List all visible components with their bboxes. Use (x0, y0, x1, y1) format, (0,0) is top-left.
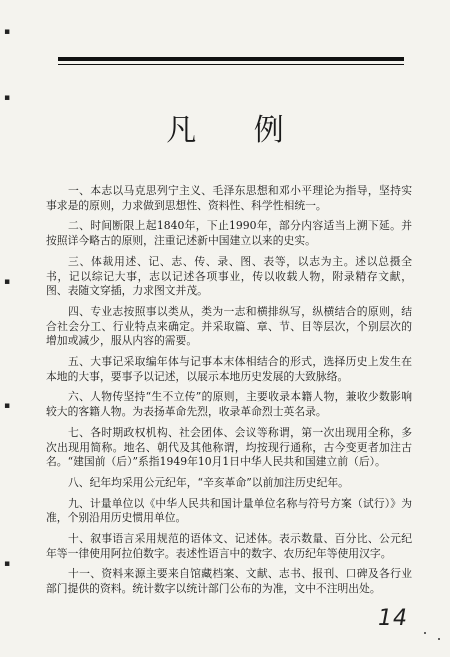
ink-speck (424, 632, 426, 634)
paragraph-1: 一、本志以马克思列宁主义、毛泽东思想和邓小平理论为指导，坚持实事求是的原则，力求做到思想性、资料性、科学性相统一。 (46, 184, 412, 212)
margin-mark: ▪ (4, 559, 11, 569)
paragraph-5: 五、大事记采取编年体与记事本末体相结合的形式，选择历史上发生在本地的大事，要事予以记述，以展示本地历史发展的大致脉络。 (46, 355, 412, 383)
ink-speck (438, 638, 440, 640)
paragraph-7: 七、各时期政权机构、社会团体、会议等称谓，第一次出现用全称，多次出现用简称。地名、朝代及其他称谓，均按现行通称，古今变更者加注古名。“建国前（后）”系指1949年10月1日中华人民共和国建立前（后）。 (46, 425, 412, 469)
paragraph-11: 十一、资料来源主要来自馆藏档案、文献、志书、报刊、口碑及各行业部门提供的资料。统计数字以统计部门公布的为准，文中不注明出处。 (46, 567, 412, 596)
margin-mark: ▪ (4, 27, 11, 37)
handwritten-page-number: 14 (378, 606, 408, 631)
header-rule-thick (58, 57, 404, 61)
paragraph-10: 十、叙事语言采用规范的语体文、记述体。表示数量、百分比、公元纪年等一律使用阿拉伯数字。表述性语言中的数字、农历纪年等使用汉字。 (46, 532, 412, 560)
paragraph-3: 三、体裁用述、记、志、传、录、图、表等，以志为主。述以总摄全书，记以综记大事，志以记述各项事业，传以收载人物，附录精存文献，图、表随文穿插，力求图文并茂。 (46, 254, 412, 298)
header-rule-thin (58, 64, 404, 65)
paragraph-2: 二、时间断限上起1840年，下止1990年，部分内容适当上溯下延。并按照详今略古的原则，注重记述新中国建立以来的史实。 (46, 219, 412, 248)
paragraph-6: 六、人物传坚持“生不立传”的原则，主要收录本籍人物，兼收少数影响较大的客籍人物。为表扬革命先烈，收录革命烈士英名录。 (46, 390, 412, 419)
paragraph-4: 四、专业志按照事以类从，类为一志和横排纵写，纵横结合的原则，结合社会分工、行业特点来确定。并采取篇、章、节、目等层次，个别层次的增加或减少，服从内容的需要。 (46, 304, 412, 348)
margin-mark: ▪ (4, 277, 11, 287)
margin-mark: ▪ (4, 93, 11, 103)
paragraph-9: 九、计量单位以《中华人民共和国计量单位名称与符号方案（试行）》为准，个别沿用历史惯用单位。 (46, 496, 412, 525)
body-text (46, 184, 412, 603)
page-title: 凡 例 (166, 113, 308, 148)
margin-mark: ▪ (4, 401, 11, 411)
paragraph-8: 八、纪年均采用公元纪年，“辛亥革命”以前加注历史纪年。 (68, 475, 349, 489)
